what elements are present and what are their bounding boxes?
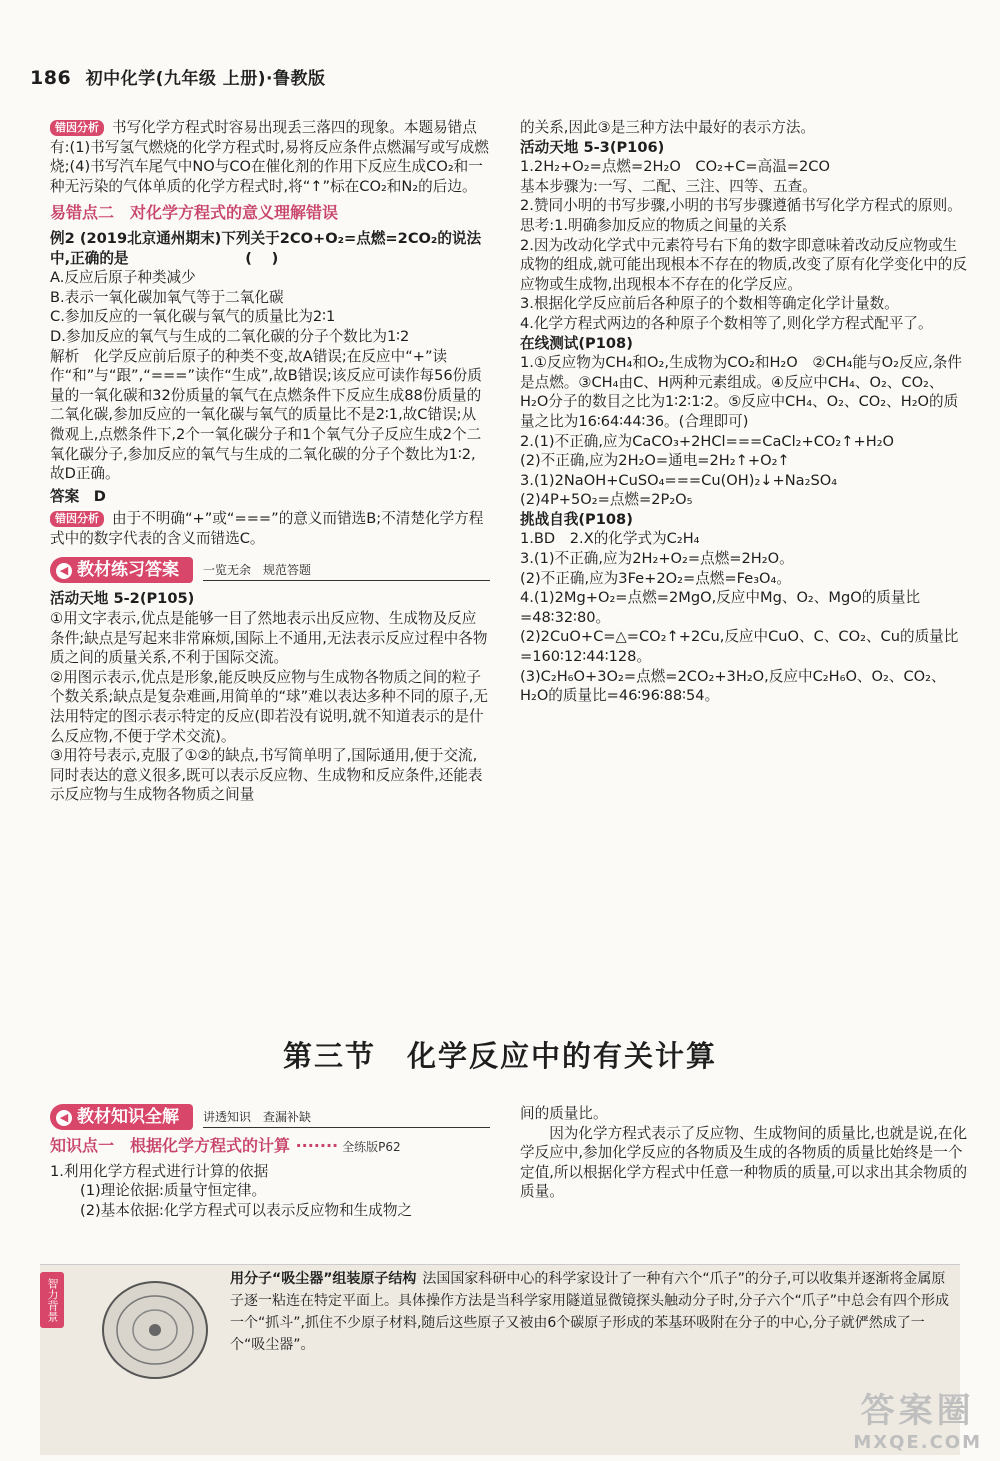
right-line: 4.(1)2Mg+O₂=点燃=2MgO,反应中Mg、O₂、MgO的质量比=48∶32∶80。 [520,589,921,626]
option-b: B.表示一氧化碳加氧气等于二氧化碳 [50,288,284,306]
right-line: (2)4P+5O₂=点燃=2P₂O₅ [520,491,693,509]
activity-item-3: ③用符号表示,克服了①②的缺点,书写简单明了,国际通用,便于交流,同时表达的意义很多,既可以表示反应物、生成物和反应条件,还能表示反应物与生成物各物质之间量 [50,747,483,804]
knowledge-right-line: 因为化学方程式表示了反应物、生成物间的质量比,也就是说,在化学反应中,参加化学反应的各物质及生成的各物质的质量比始终是一个定值,所以根据化学方程式中任意一种物质的质量,可以求出其余物质的质量。 [520,1124,968,1201]
right-line: 3.(1)不正确,应为2H₂+O₂=点燃=2H₂O。 [520,550,794,568]
example-line: 例2 (2019北京通州期末)下列关于2CO+O₂=点燃=2CO₂的说法中,正确的是 ( ) [50,229,482,267]
page-header [30,64,326,89]
right-line: 2.(1)不正确,应为CaCO₃+2HCl===CaCl₂+CO₂↑+H₂O [520,432,895,450]
knowledge-line: (1)理论依据:质量守恒定律。 [80,1182,267,1200]
knowledge-right-line: 间的质量比。 [520,1105,608,1122]
cause-tag: 错因分析 [50,120,104,136]
activity-title: 活动天地 5-2(P105) [50,590,195,608]
right-line: 思考:1.明确参加反应的物质之间量的关系 [520,216,787,234]
knowledge-line: (2)基本依据:化学方程式可以表示反应物和生成物之 [80,1201,413,1219]
molecule-image [95,1276,215,1384]
right-line: 2.赞同小明的书写步骤,小明的书写步骤遵循书写化学方程式的原则。 [520,197,962,215]
right-line: 基本步骤为:一写、二配、三注、四等、五查。 [520,177,817,195]
option-d: D.参加反应的氧气与生成的二氧化碳的分子个数比为1∶2 [50,327,410,345]
footer-title: 用分子“吸尘器”组装原子结构 [230,1271,417,1287]
exercise-banner-sub: 一览无余 规范答题 [203,560,490,581]
online-test-title: 在线测试(P108) [520,334,633,352]
right-line: (2)2CuO+C=△=CO₂↑+2Cu,反应中CuO、C、CO₂、Cu的质量比=160∶12∶44∶128。 [520,628,959,666]
knowledge-banner-sub: 讲透知识 查漏补缺 [203,1107,490,1128]
challenge-title: 挑战自我(P108) [520,510,633,528]
knowledge-line: 1.利用化学方程式进行计算的依据 [50,1162,269,1180]
side-tag: 智力背景 [40,1272,64,1328]
exercise-banner-label: ◀ 教材练习答案 [50,557,193,583]
option-a: A.反应后原子种类减少 [50,269,196,287]
cause-analysis-2: 错因分析 由于不明确“+”或“===”的意义而错选B;不清楚化学方程式中的数字代表的含义而错选C。 [50,510,484,547]
right-line: (3)C₂H₆O+3O₂=点燃=2CO₂+3H₂O,反应中C₂H₆O、O₂、CO₂、H₂O的质量比=46∶96∶88∶54。 [520,667,946,705]
right-line: 1.2H₂+O₂=点燃=2H₂O CO₂+C=高温=2CO [520,158,830,176]
speaker-icon: ◀ [56,1110,72,1126]
section-title: 第三节 化学反应中的有关计算 [282,1039,717,1073]
watermark: 答案圈 MXQE.COM [853,1391,982,1453]
page-number: 186 [30,67,72,89]
right-column [520,118,968,706]
right-line: (2)不正确,应为3Fe+2O₂=点燃=Fe₃O₄。 [520,569,791,587]
activity-item-2: ②用图示表示,优点是形象,能反映反应物与生成物各物质之间的粒子个数关系;缺点是复杂难画,用简单的“球”难以表达多种不同的原子,无法用特定的图示表示特定的反应(即若没有说明,就不知道表示的是什么反应物,不便于学术交流)。 [50,668,488,745]
right-line: (2)不正确,应为2H₂O=通电=2H₂↑+O₂↑ [520,452,790,470]
knowledge-banner [50,1104,490,1130]
right-line: 1.①反应物为CH₄和O₂,生成物为CO₂和H₂O ②CH₄能与O₂反应,条件是点燃。③CH₄由C、H两种元素组成。④反应中CH₄、O₂、CO₂、H₂O分子的数目之比为1∶2∶1∶2。⑤反应中CH₄、O₂、CO₂、H₂O的质量之比为16∶64∶44∶36。(合理即可) [520,354,963,430]
left-column [50,118,490,805]
right-line: 3.(1)2NaOH+CuSO₄===Cu(OH)₂↓+Na₂SO₄ [520,471,838,489]
knowledge-point-title: 知识点一 根据化学方程式的计算 ······· 全练版P62 [50,1136,401,1155]
right-line: 2.因为改动化学式中元素符号右下角的数字即意味着改动反应物或生成物的组成,就可能出现根本不存在的物质,改变了原有化学变化中的反应物或生成物,出现根本不存在的化学反应。 [520,236,968,293]
answer: 答案 D [50,487,106,505]
activity-item-1: ①用文字表示,优点是能够一目了然地表示出反应物、生成物及反应条件;缺点是写起来非常麻烦,国际上不通用,无法表示反应过程中各物质之间的质量关系,不利于国际交流。 [50,610,488,667]
right-line: 3.根据化学反应前后各种原子的个数相等确定化学计量数。 [520,295,899,313]
knowledge-left [50,1104,490,1220]
error-point-title: 易错点二 对化学方程式的意义理解错误 [50,203,339,223]
exercise-banner [50,557,490,583]
right-line: 1.BD 2.X的化学式为C₂H₄ [520,530,700,548]
right-line: 的关系,因此③是三种方法中最好的表示方法。 [520,119,816,136]
footer-body: 法国国家科研中心的科学家设计了一种有六个“爪子”的分子,可以收集并逐渐将金属原子逐一粘连在特定平面上。具体操作方法是当科学家用隧道显微镜探头触动分子时,分子六个“爪子”中总会有四个形成一个“抓斗”,抓住不少原子材料,随后这些原子又被由6个碳原子形成的苯基环吸附在分子的中心,分子就俨然成了一个“吸尘器”。 [230,1271,949,1353]
speaker-icon: ◀ [56,563,72,579]
analysis: 解析 化学反应前后原子的种类不变,故A错误;在反应中“+”读作“和”与“跟”,“===”读作“生成”,故B错误;该反应可读作每56份质量的一氧化碳和32份质量的氧气在点燃条件下反应生成88份质量的二氧化碳,参加反应的一氧化碳与氧气的质量比不是2∶1,故C错误;从微观上,点燃条件下,2个一氧化碳分子和1个氧气分子反应生成2个二氧化碳分子,参加反应的氧气与生成的二氧化碳的分子个数比为1∶2,故D正确。 [50,347,482,483]
knowledge-right [520,1104,968,1202]
activity-title-2: 活动天地 5-3(P106) [520,138,665,156]
book-title: 初中化学(九年级 上册)·鲁教版 [85,69,326,89]
cause-tag-2: 错因分析 [50,511,104,527]
right-line: 4.化学方程式两边的各种原子个数相等了,则化学方程式配平了。 [520,314,933,332]
cause-analysis-1: 错因分析 书写化学方程式时容易出现丢三落四的现象。本题易错点有:(1)书写氢气燃烧的化学方程式时,易将反应条件点燃漏写或写成燃烧;(4)书写汽车尾气中NO与CO在催化剂的作用下反应生成CO₂和一种无污染的气体单质的化学方程式时,将“↑”标在CO₂和N₂的后边。 [50,119,489,195]
option-c: C.参加反应的一氧化碳与氧气的质量比为2∶1 [50,308,336,326]
footer-text [230,1268,950,1356]
knowledge-point-ref: 全练版P62 [342,1140,401,1154]
knowledge-banner-label: ◀ 教材知识全解 [50,1104,193,1130]
